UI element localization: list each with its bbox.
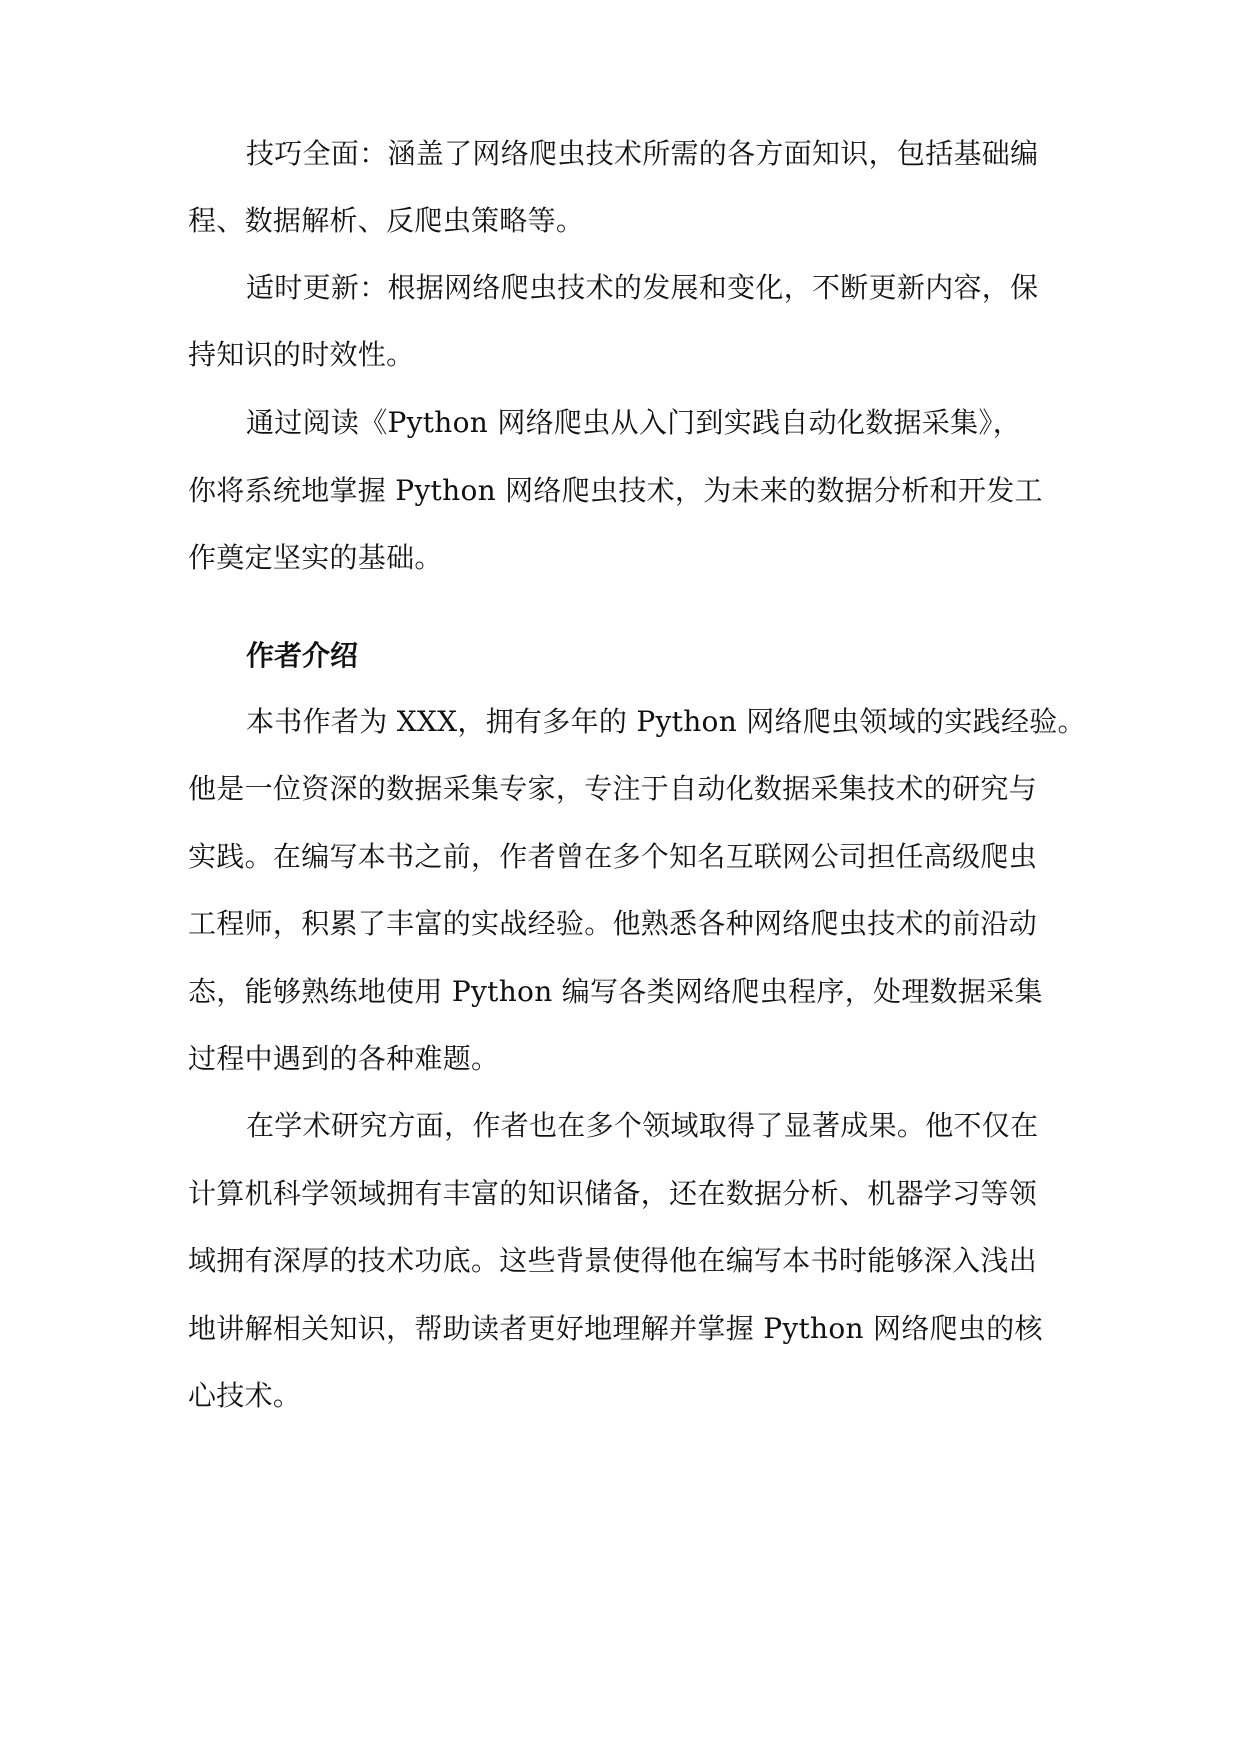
text-line: 作奠定坚实的基础。 <box>188 541 443 574</box>
text-line: 你将系统地掌握 Python 网络爬虫技术，为未来的数据分析和开发工 <box>188 474 1043 507</box>
text-line: 过程中遇到的各种难题。 <box>188 1042 500 1075</box>
text-line: 他是一位资深的数据采集专家，专注于自动化数据采集技术的研究与 <box>188 772 1038 805</box>
text-line: 心技术。 <box>188 1379 302 1412</box>
text-line: 程、数据解析、反爬虫策略等。 <box>188 204 585 237</box>
text-line: 态，能够熟练地使用 Python 编写各类网络爬虫程序，处理数据采集 <box>188 975 1043 1008</box>
text-line: 本书作者为 XXX，拥有多年的 Python 网络爬虫领域的实践经验。 <box>246 705 1086 738</box>
text-line: 计算机科学领域拥有丰富的知识储备，还在数据分析、机器学习等领 <box>188 1177 1038 1210</box>
section-heading: 作者介绍 <box>246 639 359 672</box>
text-line: 在学术研究方面，作者也在多个领域取得了显著成果。他不仅在 <box>246 1109 1039 1142</box>
text-line: 实践。在编写本书之前，作者曾在多个知名互联网公司担任高级爬虫 <box>188 840 1038 873</box>
text-line: 通过阅读《Python 网络爬虫从入门到实践自动化数据采集》， <box>246 406 1022 439</box>
text-line: 技巧全面：涵盖了网络爬虫技术所需的各方面知识，包括基础编 <box>246 137 1039 170</box>
text-line: 域拥有深厚的技术功底。这些背景使得他在编写本书时能够深入浅出 <box>188 1244 1038 1277</box>
text-line: 工程师，积累了丰富的实战经验。他熟悉各种网络爬虫技术的前沿动 <box>188 907 1038 940</box>
text-line: 持知识的时效性。 <box>188 338 415 371</box>
text-line: 地讲解相关知识，帮助读者更好地理解并掌握 Python 网络爬虫的核 <box>188 1312 1043 1345</box>
text-line: 适时更新：根据网络爬虫技术的发展和变化，不断更新内容，保 <box>246 271 1039 304</box>
